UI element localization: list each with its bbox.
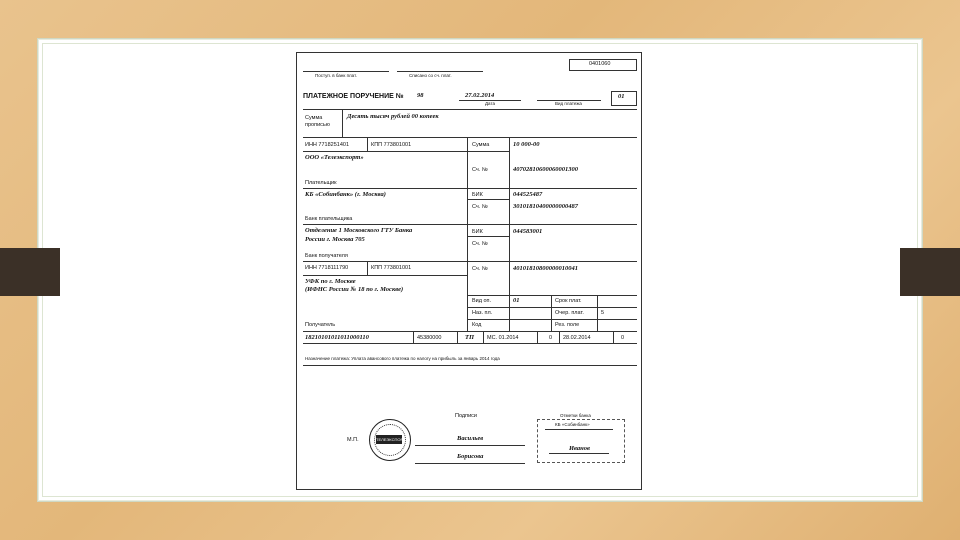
op-type: 01 (513, 297, 520, 304)
code-label: Код (472, 322, 482, 328)
payee-bik-label: БИК (472, 229, 483, 235)
tax-okato: 45380000 (417, 335, 442, 341)
slide-tab-left (0, 248, 60, 296)
bank-marks-label: Отметки банка (560, 413, 591, 418)
purpose-code-label: Наз. пл. (472, 310, 493, 316)
tax-type: 0 (621, 335, 625, 341)
date-label: Дата (485, 101, 495, 106)
payee-corr-label: Сч. № (472, 241, 488, 247)
tax-kbk: 18210101011011000110 (305, 334, 369, 341)
payer-bank-corr: 30101810400000000487 (513, 203, 578, 210)
company-seal: ТЕЛЕЭКСПОРТ (369, 419, 411, 461)
payer-bank-label: Банк плательщика (305, 216, 353, 222)
payer-bank-bik: 044525487 (513, 191, 543, 198)
amount-words-label-1: Сумма (305, 115, 323, 121)
order-label: Очер. плат. (555, 310, 584, 316)
reserve-label: Рез. поле (555, 322, 580, 328)
payer-kpp: КПП 773801001 (371, 142, 412, 148)
payer-bank: КБ «Собинбанк» (г. Москва) (305, 191, 386, 198)
slide-tab-right (900, 248, 960, 296)
payment-type-label: Вид платежа (555, 101, 582, 106)
amount-words-label-2: прописью (305, 122, 330, 128)
tax-doc-date: 28.02.2014 (563, 335, 591, 341)
payee-account: 40101810800000010041 (513, 265, 578, 272)
payer-label: Плательщик (305, 180, 337, 186)
bank-signature: Иванов (569, 445, 590, 452)
order-value: 5 (601, 310, 605, 316)
payer-account-label: Сч. № (472, 167, 488, 173)
amount-words: Десять тысяч рублей 00 копеек (347, 113, 439, 120)
bank-stamp-name: КБ «Собинбанк» (555, 422, 590, 427)
payer-corr-label: Сч. № (472, 204, 488, 210)
document-date: 27.02.2014 (465, 92, 495, 99)
amount-label: Сумма (472, 142, 490, 148)
payment-purpose: Назначение платежа: Уплата авансового платежа по налогу на прибыль за январь 2014 года (305, 356, 500, 361)
payer-account: 40702810600060001300 (513, 166, 578, 173)
op-type-label: Вид оп. (472, 298, 492, 304)
payment-order-document (296, 52, 642, 490)
document-number: 98 (417, 92, 424, 99)
tax-period: МС. 01.2014 (487, 335, 519, 341)
payer-name: ООО «Телеэкспорт» (305, 154, 364, 161)
debited-label: Списано со сч. плат. (409, 73, 452, 78)
status-code: 01 (618, 93, 625, 100)
signature-1: Васильев (457, 435, 484, 442)
payer-bik-label: БИК (472, 192, 483, 198)
payee-name-line1: УФК по г. Москве (305, 278, 356, 285)
payee-inn: ИНН 7718111790 (305, 265, 349, 271)
tax-basis: ТП (465, 334, 475, 341)
payee-name-line2: (ИФНС России № 18 по г. Москве) (305, 286, 404, 293)
amount-value: 10 000-00 (513, 141, 540, 148)
seal-place-label: М.П. (347, 437, 359, 443)
payee-kpp: КПП 773801001 (371, 265, 412, 271)
document-title: ПЛАТЕЖНОЕ ПОРУЧЕНИЕ № (303, 93, 404, 100)
tax-doc-number: 0 (549, 335, 553, 341)
term-label: Срок плат. (555, 298, 582, 304)
payee-label: Получатель (305, 322, 336, 328)
received-label: Поступ. в банк плат. (315, 73, 357, 78)
signature-2: Борисова (457, 453, 484, 460)
signatures-label: Подписи (455, 413, 477, 419)
payee-bank-line1: Отделение 1 Московского ГТУ Банка (305, 227, 413, 234)
payee-bank-line2: России г. Москва 705 (305, 236, 365, 243)
form-code: 0401060 (589, 61, 611, 67)
payee-account-label: Сч. № (472, 266, 488, 272)
payer-inn: ИНН 7718251401 (305, 142, 350, 148)
payee-bank-bik: 044583001 (513, 228, 543, 235)
payee-bank-label: Банк получателя (305, 253, 348, 259)
